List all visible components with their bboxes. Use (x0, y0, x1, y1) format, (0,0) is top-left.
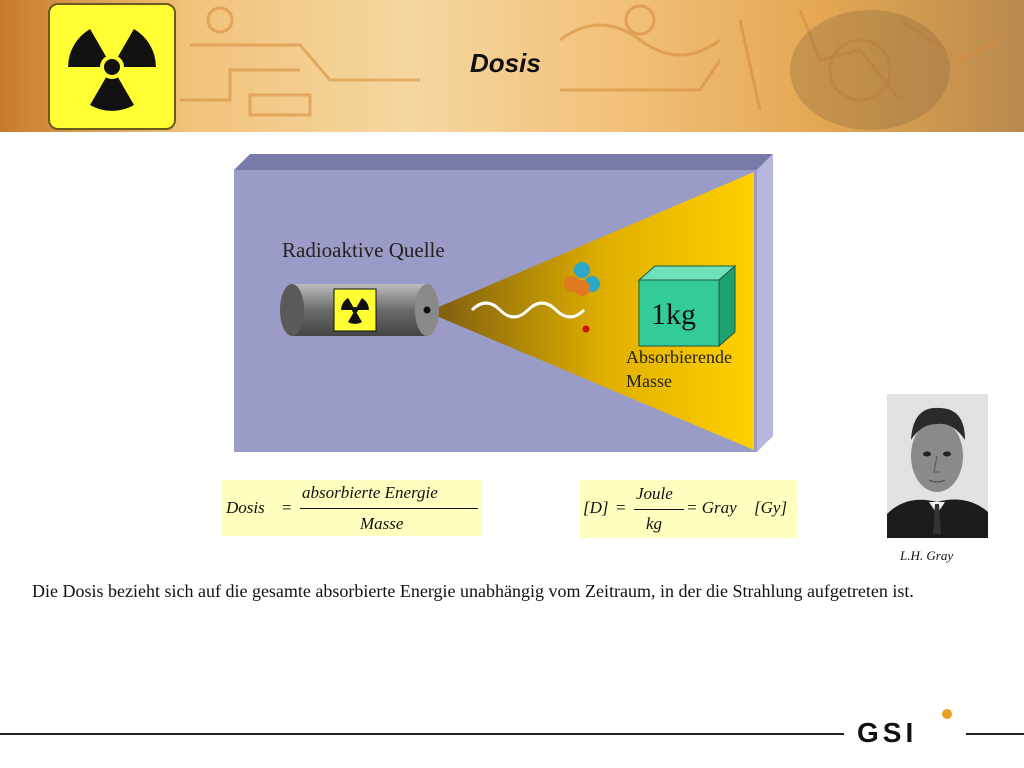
person-portrait-icon (887, 394, 988, 538)
radioactive-source (280, 284, 439, 336)
radiation-logo-box (48, 3, 176, 130)
formula-lhs: Dosis (226, 498, 265, 517)
fraction-bar (300, 508, 478, 509)
body-paragraph: Die Dosis bezieht sich auf die gesamte absorbierte Energie unabhängig vom Zeitraum, in der die Strahlung aufgetreten ist. (32, 581, 914, 601)
gsi-logo (853, 708, 963, 746)
mass-label: 1kg (651, 298, 696, 331)
unit-lhs: [D] (583, 498, 609, 517)
unit-numerator: Joule (636, 484, 673, 503)
panel-side (757, 154, 773, 452)
portrait-lh-gray (887, 394, 988, 538)
unit-denominator: kg (646, 514, 663, 533)
formula-numerator: absorbierte Energie (302, 483, 438, 502)
absorber-label-line1: Absorbierende (626, 347, 732, 367)
formula-equals: = (282, 498, 292, 517)
footer-line-left (0, 733, 844, 735)
dose-formula (222, 480, 482, 536)
unit-gray: = Gray (686, 498, 737, 517)
formula-denominator: Masse (360, 514, 404, 533)
gsi-logo-text: GSI (857, 717, 918, 746)
panel-top (234, 154, 773, 170)
unit-equals: = (616, 498, 626, 517)
unit-formula (580, 480, 797, 538)
unit-gy: [Gy] (754, 498, 788, 517)
header-banner (0, 0, 1024, 132)
beta-particle (583, 326, 590, 333)
source-label: Radioaktive Quelle (282, 238, 445, 262)
gsi-logo-dot (942, 709, 952, 719)
page-title: Dosis (470, 48, 541, 78)
unit-fraction-bar (634, 509, 684, 510)
footer-line-right (966, 733, 1024, 735)
absorber-label-line2: Masse (626, 371, 672, 391)
radiation-trefoil-icon (50, 5, 174, 128)
portrait-caption: L.H. Gray (900, 548, 954, 563)
